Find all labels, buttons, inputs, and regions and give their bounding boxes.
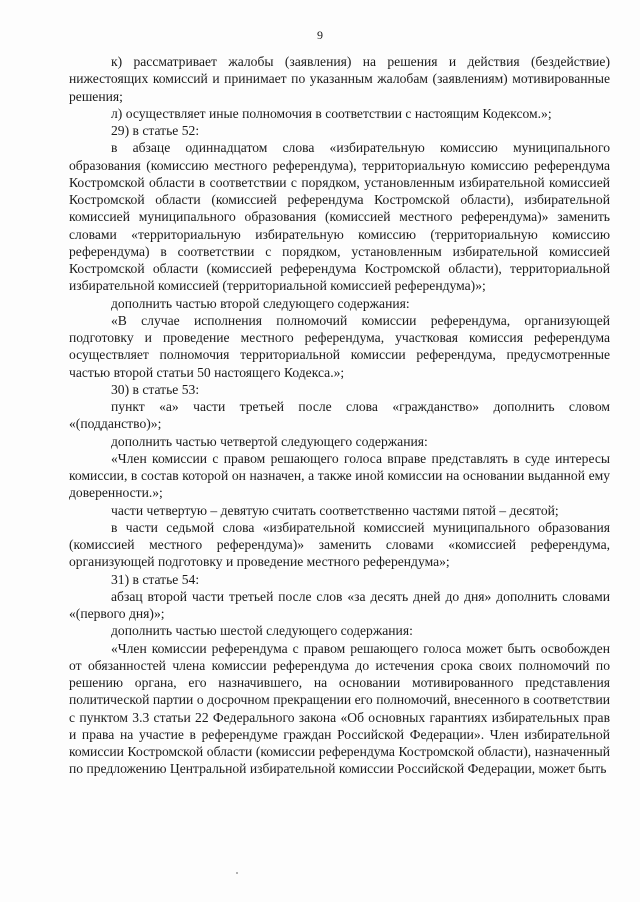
page-number: 9 bbox=[317, 28, 323, 42]
paragraph-part-four-text: «Член комиссии с правом решающего голоса вправе представлять в суде интересы комиссии, в состав которой он назначен, а также иной комиссии на основании выданной ему доверенности.»; bbox=[69, 450, 610, 501]
item-31-heading: 31) в статье 54: bbox=[111, 571, 200, 587]
document-body bbox=[69, 53, 610, 778]
paragraph-part-two-text: «В случае исполнения полномочий комиссии референдума, организующей подготовку и проведение местного референдума, участковая комиссия референдума осуществляет полномочия территориальной комиссии референдума, предусмотренные частью второй статьи 50 настоящего Кодекса.»; bbox=[69, 312, 610, 380]
item-30-heading: 30) в статье 53: bbox=[111, 381, 200, 397]
paragraph-abzac-two: абзац второй части третьей после слов «за десять дней до дня» дополнить словами «(первого дня)»; bbox=[69, 588, 610, 621]
paragraph-point-a: пункт «а» части третьей после слова «гражданство» дополнить словом «(подданство)»; bbox=[69, 399, 610, 432]
paragraph-add-part-two: дополнить частью второй следующего содержания: bbox=[111, 295, 410, 311]
paragraph-article-52-amendment: в абзаце одиннадцатом слова «избирательную комиссию муниципального образования (комиссию местного референдума), территориальную комиссию референдума Костромской области в соответствии с порядком, установленным избирательной комиссией Костромской области (комиссией референдума Костромской области), избирательной комиссией муниципального образования (комиссией местного референдума)» заменить словами «территориальную избирательную комиссию (территориальную комиссию референдума) в соответствии с порядком, установленным избирательной комиссией Костромской области (комиссией референдума Костромской области), территориальной избирательной комиссией (территориальной комиссией референдума)»; bbox=[69, 140, 610, 294]
item-29-heading: 29) в статье 52: bbox=[111, 123, 200, 138]
paragraph-renumber-parts: части четвертую – девятую считать соответственно частями пятой – десятой; bbox=[111, 502, 559, 518]
paragraph-add-part-four: дополнить частью четвертой следующего содержания: bbox=[111, 433, 428, 449]
paragraph-l: л) осуществляет иные полномочия в соответствии с настоящим Кодексом.»; bbox=[111, 105, 552, 121]
paragraph-add-part-six: дополнить частью шестой следующего содержания: bbox=[111, 623, 413, 639]
scan-speck bbox=[236, 872, 238, 874]
paragraph-part-six-text: «Член комиссии референдума с правом решающего голоса может быть освобожден от обязанностей члена комиссии референдума до истечения срока своих полномочий по решению органа, его назначившего, на основании мотивированного представления политической партии о досрочном прекращении его полномочий, внесенного в соответствии с пунктом 3.3 статьи 22 Федерального закона «Об основных гарантиях избирательных прав и права на участие в референдуме граждан Российской Федерации». Член избирательной комиссии Костромской области (комиссии референдума Костромской области), назначенный по предложению Центральной избирательной комиссии Российской Федерации, может быть bbox=[69, 640, 610, 777]
paragraph-k: к) рассматривает жалобы (заявления) на решения и действия (бездействие) нижестоящих комиссий и принимает по указанным жалобам (заявлениям) мотивированные решения; bbox=[69, 54, 610, 104]
paragraph-part-seven: в части седьмой слова «избирательной комиссией муниципального образования (комиссией местного референдума)» заменить словами «комиссией референдума, организующей подготовку и проведение местного референдума»; bbox=[69, 519, 610, 570]
